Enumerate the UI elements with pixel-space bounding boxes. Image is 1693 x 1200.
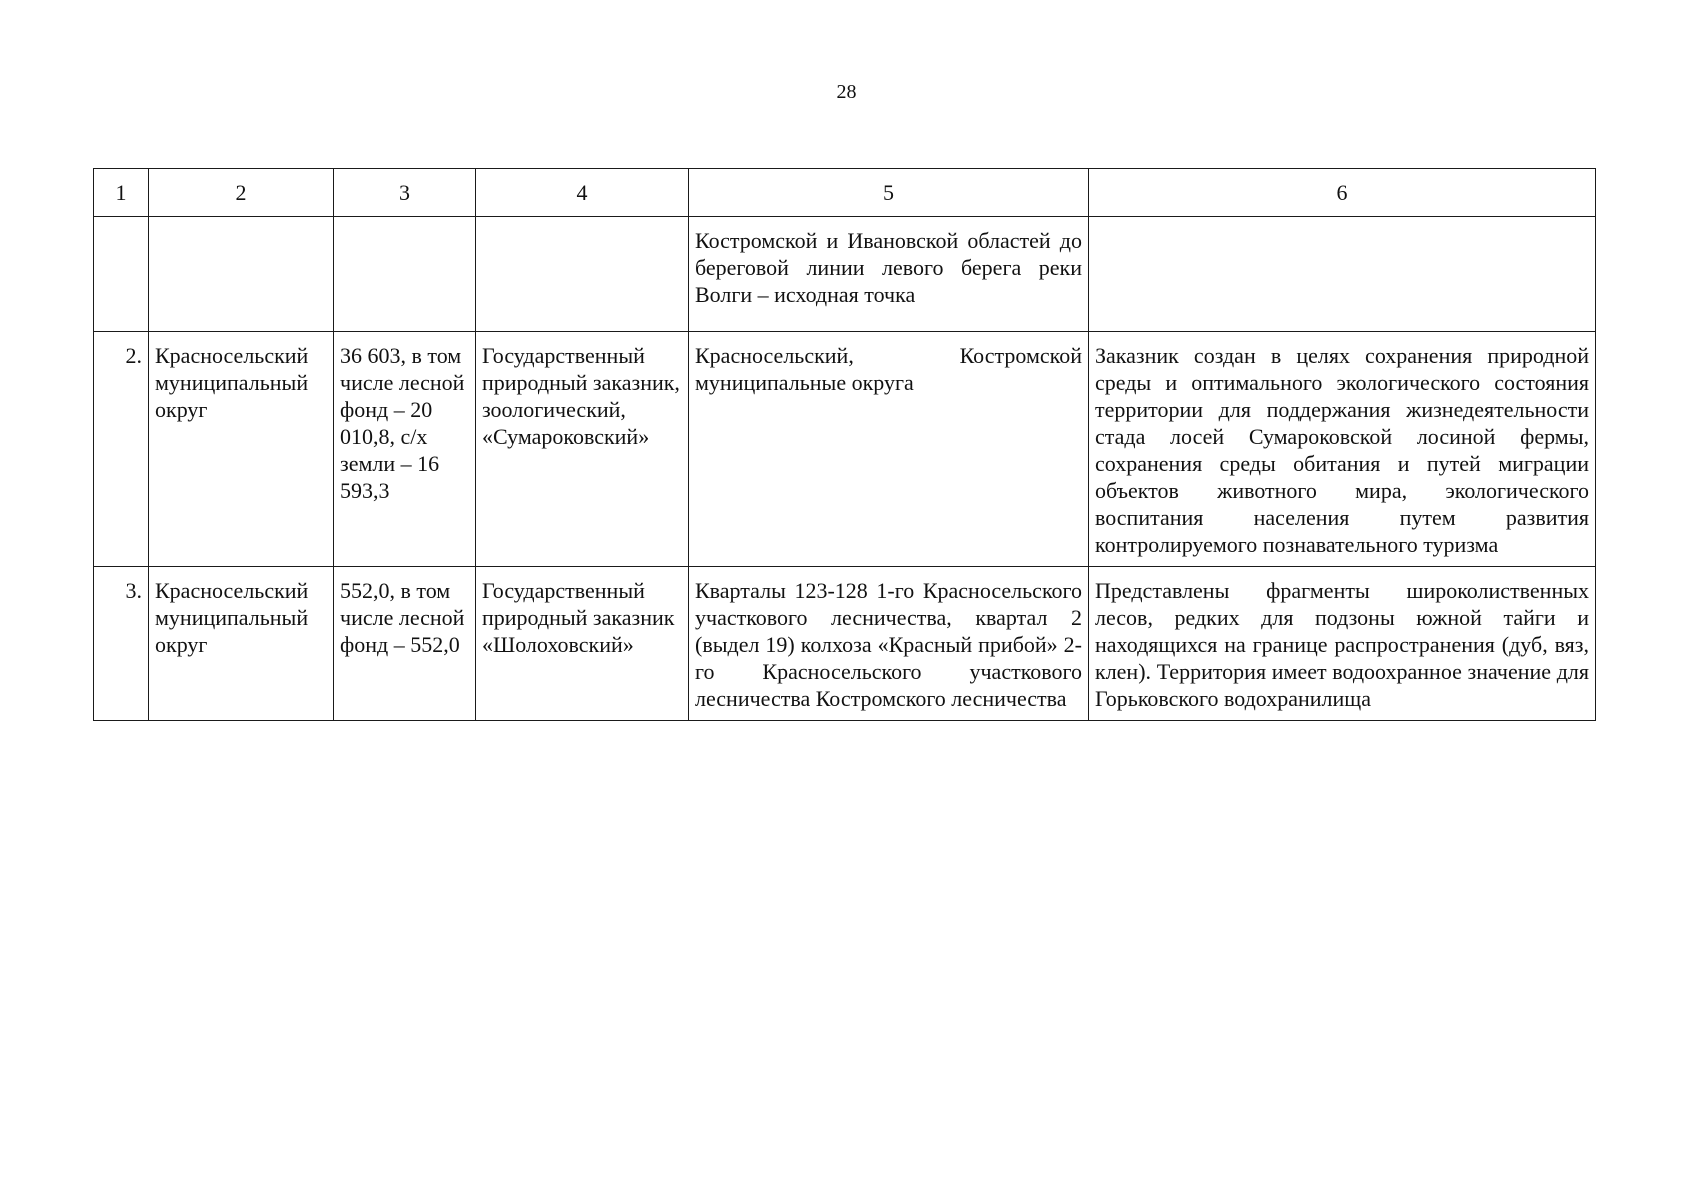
cell-location: Кварталы 123-128 1-го Красносельского участкового лесничества, квартал 2 (выдел 19) колхоза «Красный прибой» 2-го Красносельского участкового лесничества Костромского лесничества — [689, 567, 1089, 721]
cell-area — [334, 217, 476, 332]
cell-area: 552,0, в том числе лесной фонд – 552,0 — [334, 567, 476, 721]
cell-name — [476, 217, 689, 332]
table-row — [94, 567, 1596, 721]
column-header: 4 — [476, 169, 689, 217]
column-header: 3 — [334, 169, 476, 217]
page-number: 28 — [836, 81, 857, 103]
cell-district: Красносельский муниципальный округ — [149, 332, 334, 567]
column-header: 1 — [94, 169, 149, 217]
table-header-row — [94, 169, 1596, 217]
column-header: 6 — [1089, 169, 1596, 217]
cell-location: Красносельский, Костромской муниципальные округа — [689, 332, 1089, 567]
document-table — [93, 168, 1596, 721]
cell-num: 2. — [94, 332, 149, 567]
cell-district: Красносельский муниципальный округ — [149, 567, 334, 721]
table-row — [94, 332, 1596, 567]
column-header: 5 — [689, 169, 1089, 217]
cell-name: Государственный природный заказник, зоологический, «Сумароковский» — [476, 332, 689, 567]
column-header: 2 — [149, 169, 334, 217]
cell-description: Представлены фрагменты широколиственных лесов, редких для подзоны южной тайги и находящихся на границе распространения (дуб, вяз, клен). Территория имеет водоохранное значение для Горьковского водохранилища — [1089, 567, 1596, 721]
cell-num: 3. — [94, 567, 149, 721]
table-row-continuation — [94, 217, 1596, 332]
cell-description — [1089, 217, 1596, 332]
cell-district — [149, 217, 334, 332]
cell-name: Государственный природный заказник «Шолоховский» — [476, 567, 689, 721]
cell-area: 36 603, в том числе лесной фонд – 20 010,8, с/х земли – 16 593,3 — [334, 332, 476, 567]
cell-description: Заказник создан в целях сохранения природной среды и оптимального экологического состояния территории для поддержания жизнедеятельности стада лосей Сумароковской лосиной фермы, сохранения среды обитания и путей миграции объектов животного мира, экологического воспитания населения путем развития контролируемого познавательного туризма — [1089, 332, 1596, 567]
cell-location: Костромской и Ивановской областей до береговой линии левого берега реки Волги – исходная точка — [689, 217, 1089, 332]
cell-num — [94, 217, 149, 332]
